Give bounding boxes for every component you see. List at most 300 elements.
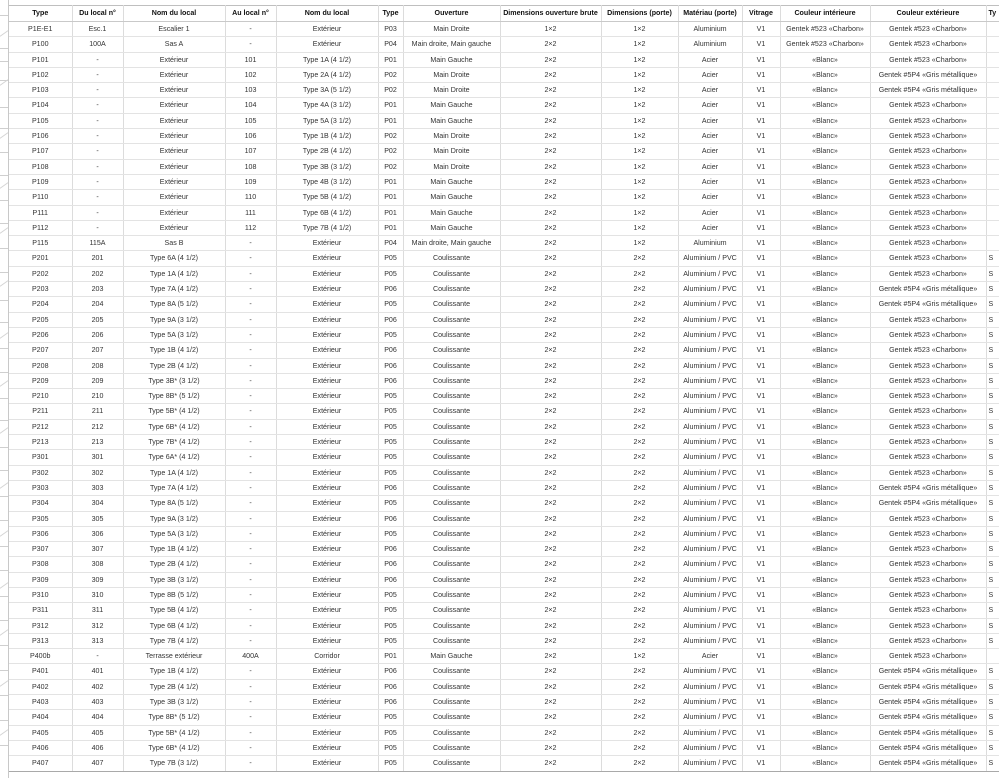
- cell-type: P106: [9, 129, 72, 144]
- cell-exterior-color: Gentek #5P4 «Gris métallique»: [870, 740, 986, 755]
- cell-to-room-name: Type 1A (4 1/2): [276, 52, 378, 67]
- cell-to-room-number: -: [225, 450, 276, 465]
- cell-to-room-number: -: [225, 266, 276, 281]
- cell-from-room-number: 202: [72, 266, 123, 281]
- cell-from-room-number: 204: [72, 297, 123, 312]
- cell-truncated: S: [986, 511, 999, 526]
- cell-from-room-number: 402: [72, 679, 123, 694]
- cell-truncated: [986, 37, 999, 52]
- cell-glazing: V1: [742, 480, 780, 495]
- cell-truncated: S: [986, 664, 999, 679]
- cell-to-room-name: Extérieur: [276, 373, 378, 388]
- table-row: [9, 404, 999, 419]
- cell-to-room-number: -: [225, 695, 276, 710]
- cell-door-type: P02: [378, 83, 403, 98]
- cell-from-room-number: 310: [72, 587, 123, 602]
- gutter-diagonal-mark: [0, 729, 8, 736]
- col-header-to-room-number: Au local n°: [225, 6, 276, 22]
- gutter-divider: [0, 348, 8, 349]
- cell-door-material: Aluminium / PVC: [678, 480, 742, 495]
- cell-rough-opening-dimensions: 2×2: [500, 526, 601, 541]
- cell-from-room-number: 404: [72, 710, 123, 725]
- table-row: [9, 266, 999, 281]
- cell-glazing: V1: [742, 343, 780, 358]
- cell-from-room-number: 207: [72, 343, 123, 358]
- cell-truncated: [986, 174, 999, 189]
- cell-from-room-number: 208: [72, 358, 123, 373]
- cell-door-material: Aluminium / PVC: [678, 572, 742, 587]
- cell-type: P208: [9, 358, 72, 373]
- cell-rough-opening-dimensions: 2×2: [500, 282, 601, 297]
- cell-interior-color: «Blanc»: [780, 557, 870, 572]
- cell-to-room-number: -: [225, 725, 276, 740]
- cell-glazing: V1: [742, 174, 780, 189]
- gutter-divider: [0, 670, 8, 671]
- cell-opening: Coulissante: [403, 587, 500, 602]
- cell-exterior-color: Gentek #5P4 «Gris métallique»: [870, 297, 986, 312]
- cell-interior-color: «Blanc»: [780, 404, 870, 419]
- cell-door-material: Acier: [678, 67, 742, 82]
- cell-rough-opening-dimensions: 2×2: [500, 511, 601, 526]
- cell-interior-color: «Blanc»: [780, 98, 870, 113]
- cell-opening: Coulissante: [403, 358, 500, 373]
- cell-exterior-color: Gentek #523 «Charbon»: [870, 557, 986, 572]
- cell-interior-color: «Blanc»: [780, 113, 870, 128]
- table-row: [9, 496, 999, 511]
- gutter-divider: [0, 620, 8, 621]
- cell-from-room-name: Type 1B (4 1/2): [123, 542, 225, 557]
- cell-rough-opening-dimensions: 2×2: [500, 740, 601, 755]
- cell-to-room-name: Type 3B (3 1/2): [276, 159, 378, 174]
- cell-truncated: S: [986, 542, 999, 557]
- col-header-glazing: Vitrage: [742, 6, 780, 22]
- gutter-divider: [0, 496, 8, 497]
- cell-interior-color: «Blanc»: [780, 251, 870, 266]
- cell-to-room-name: Extérieur: [276, 266, 378, 281]
- cell-glazing: V1: [742, 220, 780, 235]
- cell-from-room-number: -: [72, 52, 123, 67]
- cell-type: P406: [9, 740, 72, 755]
- gutter-diagonal-mark: [0, 530, 8, 537]
- cell-type: P301: [9, 450, 72, 465]
- cell-door-type: P06: [378, 572, 403, 587]
- cell-door-type: P05: [378, 450, 403, 465]
- table-row: [9, 756, 999, 771]
- cell-to-room-number: 112: [225, 220, 276, 235]
- cell-type: P307: [9, 542, 72, 557]
- cell-door-type: P04: [378, 236, 403, 251]
- cell-to-room-number: 108: [225, 159, 276, 174]
- cell-interior-color: «Blanc»: [780, 480, 870, 495]
- cell-door-type: P05: [378, 266, 403, 281]
- cell-exterior-color: Gentek #523 «Charbon»: [870, 373, 986, 388]
- cell-door-material: Aluminium / PVC: [678, 404, 742, 419]
- cell-door-material: Aluminium / PVC: [678, 327, 742, 342]
- table-row: [9, 542, 999, 557]
- cell-glazing: V1: [742, 205, 780, 220]
- cell-to-room-number: -: [225, 389, 276, 404]
- cell-opening: Coulissante: [403, 664, 500, 679]
- cell-glazing: V1: [742, 404, 780, 419]
- cell-from-room-name: Type 8A (5 1/2): [123, 496, 225, 511]
- cell-type: P308: [9, 557, 72, 572]
- cell-glazing: V1: [742, 251, 780, 266]
- col-header-exterior-color: Couleur extérieure: [870, 6, 986, 22]
- cell-rough-opening-dimensions: 2×2: [500, 465, 601, 480]
- cell-interior-color: «Blanc»: [780, 373, 870, 388]
- cell-from-room-number: Esc.1: [72, 22, 123, 37]
- cell-opening: Coulissante: [403, 695, 500, 710]
- table-row: [9, 129, 999, 144]
- cell-type: P302: [9, 465, 72, 480]
- page-thumbnail-gutter: [0, 0, 9, 778]
- cell-exterior-color: Gentek #523 «Charbon»: [870, 22, 986, 37]
- cell-interior-color: «Blanc»: [780, 435, 870, 450]
- gutter-divider: [0, 596, 8, 597]
- cell-from-room-name: Extérieur: [123, 174, 225, 189]
- cell-to-room-number: -: [225, 740, 276, 755]
- cell-rough-opening-dimensions: 2×2: [500, 297, 601, 312]
- cell-rough-opening-dimensions: 2×2: [500, 144, 601, 159]
- gutter-divider: [0, 152, 8, 153]
- cell-to-room-name: Extérieur: [276, 756, 378, 771]
- cell-to-room-name: Extérieur: [276, 297, 378, 312]
- cell-truncated: S: [986, 557, 999, 572]
- cell-from-room-name: Extérieur: [123, 83, 225, 98]
- cell-to-room-name: Extérieur: [276, 679, 378, 694]
- cell-from-room-number: 210: [72, 389, 123, 404]
- cell-door-dimensions: 2×2: [601, 373, 678, 388]
- cell-to-room-number: -: [225, 404, 276, 419]
- cell-truncated: [986, 205, 999, 220]
- cell-door-dimensions: 2×2: [601, 587, 678, 602]
- cell-door-dimensions: 1×2: [601, 22, 678, 37]
- cell-door-material: Acier: [678, 174, 742, 189]
- cell-rough-opening-dimensions: 2×2: [500, 404, 601, 419]
- cell-exterior-color: Gentek #523 «Charbon»: [870, 174, 986, 189]
- cell-to-room-name: Extérieur: [276, 695, 378, 710]
- cell-interior-color: «Blanc»: [780, 679, 870, 694]
- cell-to-room-number: 400A: [225, 649, 276, 664]
- cell-to-room-number: -: [225, 526, 276, 541]
- cell-door-type: P05: [378, 756, 403, 771]
- cell-to-room-number: -: [225, 435, 276, 450]
- cell-glazing: V1: [742, 649, 780, 664]
- header-row: [9, 6, 999, 22]
- gutter-divider: [0, 645, 8, 646]
- cell-opening: Coulissante: [403, 572, 500, 587]
- gutter-divider: [0, 223, 8, 224]
- cell-door-material: Aluminium / PVC: [678, 542, 742, 557]
- cell-to-room-number: -: [225, 480, 276, 495]
- cell-to-room-number: -: [225, 618, 276, 633]
- cell-type: P105: [9, 113, 72, 128]
- cell-to-room-name: Type 4B (3 1/2): [276, 174, 378, 189]
- cell-from-room-number: 406: [72, 740, 123, 755]
- cell-exterior-color: Gentek #523 «Charbon»: [870, 389, 986, 404]
- cell-type: P101: [9, 52, 72, 67]
- cell-door-type: P05: [378, 587, 403, 602]
- cell-glazing: V1: [742, 129, 780, 144]
- cell-glazing: V1: [742, 419, 780, 434]
- cell-rough-opening-dimensions: 2×2: [500, 572, 601, 587]
- cell-from-room-name: Extérieur: [123, 129, 225, 144]
- cell-opening: Main Gauche: [403, 113, 500, 128]
- cell-truncated: S: [986, 496, 999, 511]
- col-header-from-room-name: Nom du local: [123, 6, 225, 22]
- cell-glazing: V1: [742, 725, 780, 740]
- col-header-truncated: Ty: [986, 6, 999, 22]
- cell-type: P403: [9, 695, 72, 710]
- cell-rough-opening-dimensions: 2×2: [500, 603, 601, 618]
- cell-exterior-color: Gentek #523 «Charbon»: [870, 129, 986, 144]
- cell-rough-opening-dimensions: 2×2: [500, 327, 601, 342]
- cell-glazing: V1: [742, 190, 780, 205]
- cell-to-room-number: -: [225, 679, 276, 694]
- cell-glazing: V1: [742, 37, 780, 52]
- cell-from-room-name: Type 3B* (3 1/2): [123, 373, 225, 388]
- cell-door-material: Aluminium: [678, 37, 742, 52]
- table-row: [9, 633, 999, 648]
- cell-exterior-color: Gentek #523 «Charbon»: [870, 159, 986, 174]
- cell-type: P1E-E1: [9, 22, 72, 37]
- cell-rough-opening-dimensions: 2×2: [500, 358, 601, 373]
- cell-door-material: Acier: [678, 649, 742, 664]
- cell-door-type: P05: [378, 297, 403, 312]
- cell-from-room-number: -: [72, 113, 123, 128]
- cell-rough-opening-dimensions: 2×2: [500, 174, 601, 189]
- cell-door-material: Aluminium / PVC: [678, 557, 742, 572]
- cell-from-room-name: Type 1B (4 1/2): [123, 343, 225, 358]
- cell-opening: Main Droite: [403, 22, 500, 37]
- cell-from-room-name: Sas A: [123, 37, 225, 52]
- cell-door-dimensions: 2×2: [601, 327, 678, 342]
- cell-door-type: P05: [378, 618, 403, 633]
- cell-opening: Coulissante: [403, 480, 500, 495]
- cell-truncated: S: [986, 710, 999, 725]
- gutter-divider: [0, 200, 8, 201]
- cell-glazing: V1: [742, 98, 780, 113]
- cell-from-room-number: 407: [72, 756, 123, 771]
- gutter-diagonal-mark: [0, 380, 8, 387]
- cell-opening: Coulissante: [403, 312, 500, 327]
- gutter-diagonal-mark: [0, 482, 8, 489]
- cell-from-room-number: -: [72, 159, 123, 174]
- cell-exterior-color: Gentek #523 «Charbon»: [870, 98, 986, 113]
- cell-from-room-number: -: [72, 67, 123, 82]
- door-schedule-sheet: [9, 5, 999, 772]
- table-row: [9, 159, 999, 174]
- cell-to-room-name: Type 2B (4 1/2): [276, 144, 378, 159]
- cell-exterior-color: Gentek #523 «Charbon»: [870, 343, 986, 358]
- table-row: [9, 725, 999, 740]
- cell-interior-color: «Blanc»: [780, 266, 870, 281]
- cell-type: P303: [9, 480, 72, 495]
- cell-door-material: Acier: [678, 220, 742, 235]
- cell-to-room-name: Extérieur: [276, 480, 378, 495]
- cell-door-material: Acier: [678, 144, 742, 159]
- cell-door-material: Aluminium / PVC: [678, 312, 742, 327]
- cell-door-material: Aluminium / PVC: [678, 266, 742, 281]
- cell-door-dimensions: 2×2: [601, 756, 678, 771]
- cell-glazing: V1: [742, 557, 780, 572]
- cell-to-room-number: -: [225, 633, 276, 648]
- gutter-divider: [0, 61, 8, 62]
- cell-glazing: V1: [742, 22, 780, 37]
- cell-opening: Coulissante: [403, 496, 500, 511]
- cell-type: P202: [9, 266, 72, 281]
- cell-to-room-number: 103: [225, 83, 276, 98]
- cell-to-room-number: -: [225, 542, 276, 557]
- cell-door-type: P01: [378, 220, 403, 235]
- cell-to-room-number: -: [225, 22, 276, 37]
- cell-opening: Main Gauche: [403, 190, 500, 205]
- cell-interior-color: «Blanc»: [780, 236, 870, 251]
- table-row: [9, 98, 999, 113]
- gutter-diagonal-mark: [0, 582, 8, 589]
- cell-truncated: [986, 144, 999, 159]
- cell-opening: Coulissante: [403, 297, 500, 312]
- cell-from-room-number: -: [72, 205, 123, 220]
- cell-opening: Main droite, Main gauche: [403, 37, 500, 52]
- cell-to-room-name: Extérieur: [276, 511, 378, 526]
- table-row: [9, 618, 999, 633]
- cell-to-room-number: -: [225, 511, 276, 526]
- cell-door-dimensions: 2×2: [601, 542, 678, 557]
- cell-opening: Coulissante: [403, 511, 500, 526]
- cell-opening: Main Gauche: [403, 174, 500, 189]
- cell-interior-color: «Blanc»: [780, 282, 870, 297]
- cell-door-material: Aluminium / PVC: [678, 496, 742, 511]
- cell-interior-color: «Blanc»: [780, 618, 870, 633]
- gutter-diagonal-mark: [0, 680, 8, 687]
- cell-glazing: V1: [742, 618, 780, 633]
- table-row: [9, 511, 999, 526]
- cell-rough-opening-dimensions: 2×2: [500, 389, 601, 404]
- cell-glazing: V1: [742, 312, 780, 327]
- gutter-diagonal-mark: [0, 227, 8, 234]
- table-row: [9, 465, 999, 480]
- cell-door-material: Aluminium / PVC: [678, 389, 742, 404]
- cell-door-dimensions: 2×2: [601, 710, 678, 725]
- cell-interior-color: «Blanc»: [780, 511, 870, 526]
- cell-exterior-color: Gentek #523 «Charbon»: [870, 236, 986, 251]
- cell-truncated: S: [986, 618, 999, 633]
- cell-opening: Coulissante: [403, 404, 500, 419]
- cell-glazing: V1: [742, 695, 780, 710]
- table-row: [9, 695, 999, 710]
- cell-interior-color: «Blanc»: [780, 664, 870, 679]
- cell-from-room-name: Extérieur: [123, 113, 225, 128]
- cell-door-dimensions: 2×2: [601, 435, 678, 450]
- cell-opening: Main Droite: [403, 159, 500, 174]
- cell-rough-opening-dimensions: 2×2: [500, 236, 601, 251]
- cell-door-type: P06: [378, 557, 403, 572]
- table-row: [9, 526, 999, 541]
- gutter-divider: [0, 398, 8, 399]
- gutter-divider: [0, 546, 8, 547]
- cell-exterior-color: Gentek #5P4 «Gris métallique»: [870, 756, 986, 771]
- cell-rough-opening-dimensions: 2×2: [500, 52, 601, 67]
- table-row: [9, 22, 999, 37]
- cell-from-room-name: Extérieur: [123, 220, 225, 235]
- cell-opening: Coulissante: [403, 465, 500, 480]
- cell-door-dimensions: 2×2: [601, 633, 678, 648]
- cell-to-room-number: -: [225, 419, 276, 434]
- cell-door-type: P05: [378, 496, 403, 511]
- cell-door-dimensions: 1×2: [601, 205, 678, 220]
- cell-interior-color: «Blanc»: [780, 389, 870, 404]
- cell-from-room-number: 313: [72, 633, 123, 648]
- cell-from-room-number: 309: [72, 572, 123, 587]
- cell-to-room-name: Extérieur: [276, 358, 378, 373]
- cell-interior-color: «Blanc»: [780, 633, 870, 648]
- cell-from-room-name: Type 8B (5 1/2): [123, 587, 225, 602]
- cell-from-room-name: Type 1A (4 1/2): [123, 266, 225, 281]
- cell-door-dimensions: 2×2: [601, 343, 678, 358]
- cell-door-type: P02: [378, 144, 403, 159]
- cell-door-type: P05: [378, 419, 403, 434]
- cell-exterior-color: Gentek #5P4 «Gris métallique»: [870, 679, 986, 694]
- cell-rough-opening-dimensions: 2×2: [500, 251, 601, 266]
- cell-opening: Coulissante: [403, 343, 500, 358]
- cell-truncated: [986, 159, 999, 174]
- cell-to-room-name: Extérieur: [276, 251, 378, 266]
- table-row: [9, 37, 999, 52]
- cell-from-room-number: 115A: [72, 236, 123, 251]
- cell-to-room-name: Extérieur: [276, 312, 378, 327]
- cell-type: P404: [9, 710, 72, 725]
- cell-opening: Coulissante: [403, 327, 500, 342]
- cell-interior-color: «Blanc»: [780, 587, 870, 602]
- cell-type: P312: [9, 618, 72, 633]
- table-row: [9, 710, 999, 725]
- cell-from-room-name: Type 7A (4 1/2): [123, 480, 225, 495]
- cell-rough-opening-dimensions: 2×2: [500, 633, 601, 648]
- cell-opening: Coulissante: [403, 603, 500, 618]
- cell-glazing: V1: [742, 67, 780, 82]
- cell-opening: Main Gauche: [403, 98, 500, 113]
- cell-truncated: [986, 236, 999, 251]
- cell-door-dimensions: 1×2: [601, 236, 678, 251]
- cell-rough-opening-dimensions: 2×2: [500, 419, 601, 434]
- cell-rough-opening-dimensions: 2×2: [500, 480, 601, 495]
- cell-to-room-number: -: [225, 343, 276, 358]
- cell-type: P107: [9, 144, 72, 159]
- cell-glazing: V1: [742, 236, 780, 251]
- cell-door-material: Aluminium: [678, 22, 742, 37]
- cell-door-dimensions: 2×2: [601, 618, 678, 633]
- table-row: [9, 358, 999, 373]
- cell-from-room-name: Sas B: [123, 236, 225, 251]
- table-row: [9, 450, 999, 465]
- cell-glazing: V1: [742, 664, 780, 679]
- cell-door-material: Aluminium / PVC: [678, 373, 742, 388]
- table-row: [9, 190, 999, 205]
- cell-rough-opening-dimensions: 2×2: [500, 266, 601, 281]
- cell-rough-opening-dimensions: 2×2: [500, 496, 601, 511]
- cell-from-room-name: Type 9A (3 1/2): [123, 312, 225, 327]
- cell-door-type: P01: [378, 649, 403, 664]
- cell-exterior-color: Gentek #523 «Charbon»: [870, 618, 986, 633]
- cell-to-room-name: Extérieur: [276, 618, 378, 633]
- cell-door-dimensions: 2×2: [601, 679, 678, 694]
- cell-to-room-name: Extérieur: [276, 664, 378, 679]
- cell-to-room-name: Extérieur: [276, 603, 378, 618]
- cell-interior-color: «Blanc»: [780, 740, 870, 755]
- cell-door-dimensions: 2×2: [601, 557, 678, 572]
- cell-to-room-number: -: [225, 297, 276, 312]
